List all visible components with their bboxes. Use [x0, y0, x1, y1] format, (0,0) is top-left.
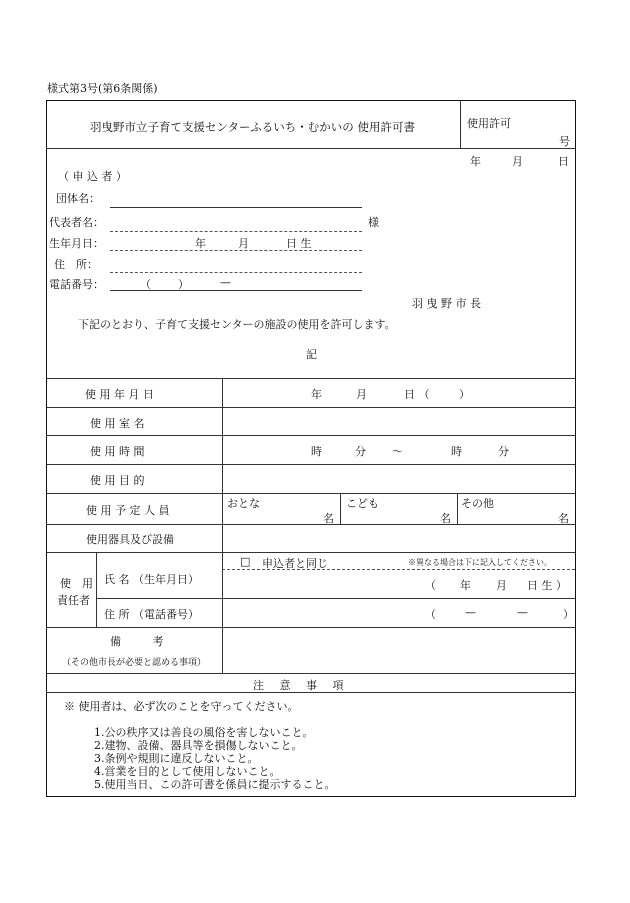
note-item: 5.使用当日、この許可書を係員に提示すること。 [94, 778, 336, 791]
ki-mark: 記 [306, 348, 317, 361]
address-field[interactable] [110, 272, 362, 273]
phone-field[interactable] [110, 290, 362, 291]
applicant-heading: （ 申 込 者 ） [58, 170, 127, 183]
issuer: 羽 曳 野 市 長 [412, 297, 481, 310]
statement: 下記のとおり、子育て支援センターの施設の使用を許可します。 [78, 318, 396, 331]
rep-label: 代表者名： [49, 216, 104, 229]
same-as-checkbox[interactable]: □ [240, 555, 251, 568]
birth-label: 生年月日： [49, 237, 104, 250]
form-title: 羽曳野市立子育て支援センターふるいち・むかいの 使用許可書 [90, 120, 415, 134]
note-item: 2.建物、設備、器具等を損傷しないこと。 [94, 739, 303, 752]
group-label: 団体名： [56, 192, 100, 205]
phone-label: 電話番号： [49, 278, 104, 291]
permit-number-label: 使用許可 [467, 117, 511, 130]
notes-intro: ※ 使用者は、必ず次のことを守ってください。 [64, 700, 299, 713]
note-item: 1.公の秩序又は善良の風俗を害しないこと。 [94, 726, 314, 739]
permit-number-suffix: 号 [559, 135, 570, 148]
note-item: 4.営業を目的として使用しないこと。 [94, 765, 281, 778]
group-field[interactable] [110, 207, 362, 208]
rep-field[interactable] [110, 231, 362, 232]
address-label: 住 所： [54, 258, 98, 271]
note-item: 3.条例や規則に違反しないこと。 [94, 752, 259, 765]
form-id: 様式第3号(第6条関係) [47, 82, 158, 95]
notes-header: 注 意 事 項 [253, 679, 350, 692]
